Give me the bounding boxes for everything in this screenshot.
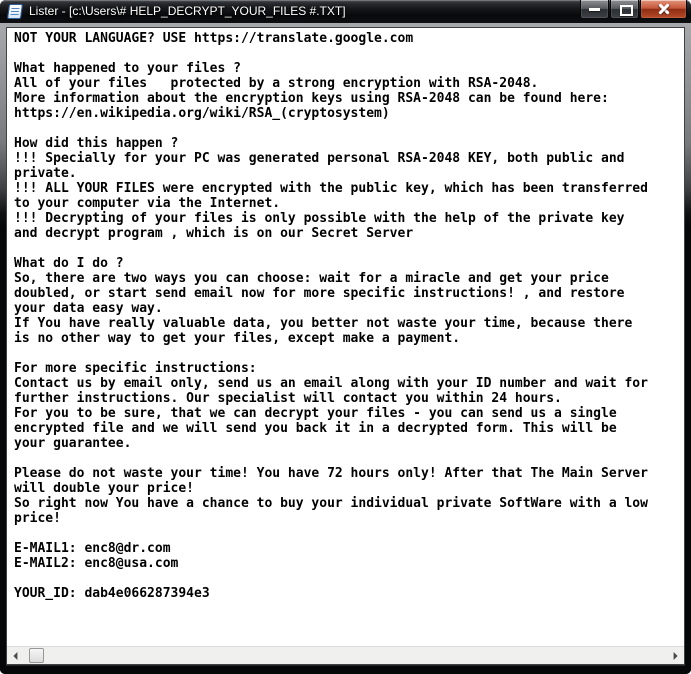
close-button[interactable] <box>640 0 687 19</box>
window-controls <box>579 0 687 19</box>
maximize-icon <box>620 5 633 16</box>
text-line <box>14 451 684 466</box>
text-line: Contact us by email only, send us an email along with your ID number and wait for <box>14 376 648 391</box>
text-line: For more specific instructions: <box>14 361 257 376</box>
text-line: E-MAIL2: enc8@usa.com <box>14 556 179 571</box>
text-line: and decrypt program , which is on our Secret Server <box>14 226 414 241</box>
titlebar[interactable] <box>0 0 691 23</box>
viewer-pane <box>6 27 685 665</box>
text-line: For you to be sure, that we can decrypt your files - you can send us a single <box>14 406 617 421</box>
window-title: Lister - [c:\Users\# HELP_DECRYPT_YOUR_FILES #.TXT] <box>29 4 346 18</box>
scroll-left-button[interactable] <box>7 647 23 664</box>
text-line: What do I do ? <box>14 256 124 271</box>
text-line: to your computer via the Internet. <box>14 196 281 211</box>
text-line: More information about the encryption keys using RSA-2048 can be found here: <box>14 91 609 106</box>
document-text <box>7 28 684 647</box>
maximize-button[interactable] <box>610 0 639 19</box>
scroll-right-button[interactable] <box>668 647 684 664</box>
text-line: So right now You have a chance to buy your individual private SoftWare with a low <box>14 496 648 511</box>
text-line: !!! Decrypting of your files is only possible with the help of the private key <box>14 211 625 226</box>
document-page-shape <box>7 4 23 19</box>
text-line: price! <box>14 511 61 526</box>
text-line: All of your files protected by a strong encryption with RSA-2048. <box>14 76 539 91</box>
text-line: https://en.wikipedia.org/wiki/RSA_(cryptosystem) <box>14 106 390 121</box>
text-line <box>14 526 684 541</box>
window-frame <box>0 23 691 674</box>
text-line: !!! ALL YOUR FILES were encrypted with the public key, which has been transferred <box>14 181 648 196</box>
lister-document-icon[interactable] <box>7 3 23 19</box>
minimize-button[interactable] <box>580 0 609 19</box>
text-line <box>14 241 684 256</box>
text-line: will double your price! <box>14 481 195 496</box>
text-line: What happened to your files ? <box>14 61 241 76</box>
text-line: E-MAIL1: enc8@dr.com <box>14 541 171 556</box>
text-line <box>14 121 684 136</box>
text-line: doubled, or start send email now for more specific instructions! , and restore <box>14 286 625 301</box>
text-line: How did this happen ? <box>14 136 179 151</box>
text-line: !!! Specially for your PC was generated personal RSA-2048 KEY, both public and <box>14 151 625 166</box>
text-line: So, there are two ways you can choose: wait for a miracle and get your price <box>14 271 609 286</box>
text-line: encrypted file and we will send you back it in a decrypted form. This will be <box>14 421 617 436</box>
text-line <box>14 46 684 61</box>
scrollbar-thumb[interactable] <box>29 648 44 663</box>
text-line: YOUR_ID: dab4e066287394e3 <box>14 586 210 601</box>
text-line: private. <box>14 166 77 181</box>
close-icon <box>641 0 686 18</box>
horizontal-scrollbar[interactable] <box>7 646 684 664</box>
minimize-icon <box>589 8 600 11</box>
text-line <box>14 346 684 361</box>
text-line: your data easy way. <box>14 301 163 316</box>
text-line: is no other way to get your files, except make a payment. <box>14 331 461 346</box>
text-line: Please do not waste your time! You have 72 hours only! After that The Main Server <box>14 466 648 481</box>
text-line: If You have really valuable data, you better not waste your time, because there <box>14 316 633 331</box>
text-line: further instructions. Our specialist will contact you within 24 hours. <box>14 391 562 406</box>
text-line: your guarantee. <box>14 436 132 451</box>
text-line: NOT YOUR LANGUAGE? USE https://translate.google.com <box>14 31 414 46</box>
text-line <box>14 571 684 586</box>
